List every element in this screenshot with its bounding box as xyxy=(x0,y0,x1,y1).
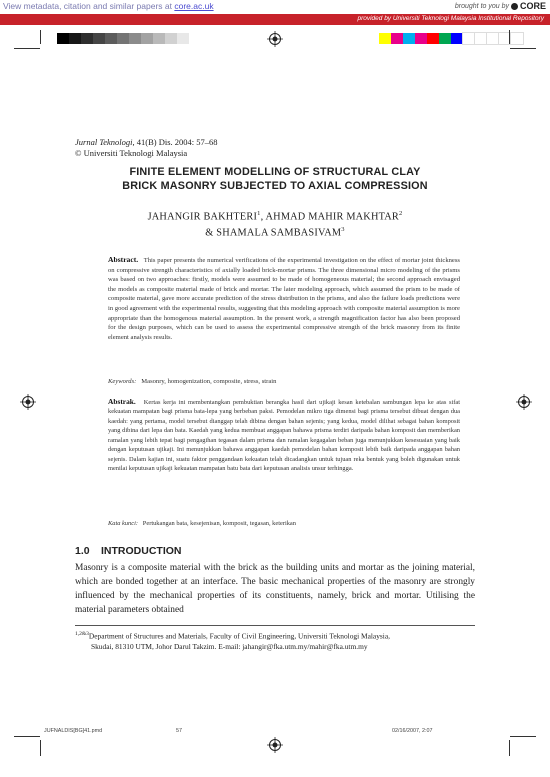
keywords xyxy=(108,377,460,386)
core-banner xyxy=(0,0,550,14)
abstrak xyxy=(108,397,460,474)
keywords-text: Masonry, homogenization, composite, stress, strain xyxy=(141,378,277,385)
calibration-swatch xyxy=(439,33,451,44)
footnote-divider xyxy=(75,625,475,626)
abstract xyxy=(108,255,460,342)
abstrak-text: Kertas kerja ini membentangkan pembuktian berangka hasil dari ujikaji kesan ketebalan sambungan lepa ke atas sifat kekuatan mampatan bagi prisma bata-lepa yang berbeban paksi. Pemodelan mikro tiga dimensi bagi prisma tersebut dibuat dengan dua kaedah: yang pertama, model tersebut dianggap telah dibina dengan bahan sejenis; yang kedua, model dilihat sebagai bahan komposit yang dibina dari lepa dan bata. Kaedah yang kedua membuat anggapan bahawa prisma terdiri daripada bahan komposit dan memberikan ramalan yang lebih tepat bagi pengagihan tegasan dalam prisma dan ramalan kegagalan beban juga menunjukkan kesesuaian yang baik dengan keputusan ujikaji. Ini menunjukkan bahawa anggapan kaedah pemodelan bahan komposit lebih baik daripada anggapan bahan sejenis. Dalam kajian ini, suatu faktor penggandaan kekuatan telah dicadangkan untuk tujuan reka bentuk yang boleh digunakan untuk menilai keputusan ujikaji kekuatan mampatan batu bata dari keputusan analisis unsur terhingga. xyxy=(108,399,460,473)
kata-kunci xyxy=(108,519,460,528)
author-2: , AHMAD MAHIR MAKHTAR xyxy=(260,211,399,223)
journal-issue: , 41(B) Dis. 2004: 57–68 xyxy=(132,137,218,147)
core-logo-icon xyxy=(511,3,518,10)
calibration-swatch xyxy=(427,33,439,44)
author-3-affiliation: 3 xyxy=(341,226,345,234)
abstract-label: Abstract. xyxy=(108,255,139,264)
registration-mark-icon xyxy=(267,737,283,753)
calibration-swatch xyxy=(57,33,69,44)
crop-mark xyxy=(509,740,510,756)
author-3: & SHAMALA SAMBASIVAM xyxy=(205,227,342,239)
calibration-swatch xyxy=(391,33,403,44)
calibration-swatch xyxy=(69,33,81,44)
crop-mark xyxy=(509,30,510,44)
kata-kunci-label: Kata kunci: xyxy=(108,520,138,527)
journal-citation xyxy=(75,137,218,159)
core-brought-text: brought to you by xyxy=(454,2,509,10)
kata-kunci-text: Pertukangan bata, kesejenisan, komposit, tegasan, keterikan xyxy=(142,520,296,527)
author-2-affiliation: 2 xyxy=(398,210,403,217)
slug-page: 57 xyxy=(176,728,182,734)
section-number: 1.0 xyxy=(75,545,90,557)
repository-banner[interactable] xyxy=(0,14,550,25)
calibration-swatch xyxy=(177,33,189,44)
footnote-line-2: Skudai, 81310 UTM, Johor Darul Takzim. E-mail: jahangir@fka.utm.my/mahir@fka.utm.my xyxy=(91,641,368,651)
repository-text: provided by Universiti Teknologi Malaysia Institutional Repository xyxy=(357,15,544,22)
color-calibration-strip xyxy=(379,33,523,44)
crop-mark xyxy=(510,48,536,49)
core-metadata-text: View metadata, citation and similar papers at xyxy=(3,1,175,11)
calibration-swatch xyxy=(379,33,391,44)
title-line-2: BRICK MASONRY SUBJECTED TO AXIAL COMPRESSION xyxy=(122,180,428,192)
calibration-swatch xyxy=(487,33,499,44)
core-brand[interactable] xyxy=(455,1,546,11)
calibration-swatch xyxy=(475,33,487,44)
calibration-swatch xyxy=(105,33,117,44)
crop-mark xyxy=(40,740,41,756)
calibration-swatch xyxy=(463,33,475,44)
registration-mark-icon xyxy=(20,394,36,410)
crop-mark xyxy=(14,48,40,49)
section-heading xyxy=(75,545,182,557)
author-1: JAHANGIR BAKHTERI xyxy=(147,211,258,223)
calibration-swatch xyxy=(81,33,93,44)
author-list xyxy=(60,207,490,240)
greyscale-calibration-strip xyxy=(57,33,189,44)
calibration-swatch xyxy=(451,33,463,44)
calibration-swatch xyxy=(141,33,153,44)
slug-filename: JUFNALDIS[BG]41.pmd xyxy=(44,728,103,734)
calibration-swatch xyxy=(511,33,523,44)
calibration-swatch xyxy=(403,33,415,44)
slug-date: 02/16/2007, 2:07 xyxy=(392,728,433,734)
calibration-swatch xyxy=(165,33,177,44)
journal-name: Jurnal Teknologi xyxy=(75,137,133,147)
registration-mark-icon xyxy=(516,394,532,410)
footnote-marker: 1,2&3 xyxy=(75,631,89,637)
calibration-swatch xyxy=(129,33,141,44)
crop-mark xyxy=(40,30,41,44)
crop-mark xyxy=(510,736,536,737)
core-logo-text: CORE xyxy=(519,1,546,11)
core-metadata-link[interactable] xyxy=(3,1,214,11)
core-link[interactable]: core.ac.uk xyxy=(174,1,214,11)
crop-mark xyxy=(14,736,40,737)
affiliation-footnote xyxy=(75,629,475,652)
author-1-affiliation: 1 xyxy=(257,210,261,217)
calibration-swatch xyxy=(415,33,427,44)
calibration-swatch xyxy=(93,33,105,44)
paper-title xyxy=(60,165,490,193)
registration-mark-icon xyxy=(267,31,283,47)
title-line-1: FINITE ELEMENT MODELLING OF STRUCTURAL CLAY xyxy=(129,166,421,178)
footnote-line-1: Department of Structures and Materials, Faculty of Civil Engineering, Universiti Teknologi Malaysia, xyxy=(88,631,390,641)
abstract-text: This paper presents the numerical verifications of the experimental investigation on the effect of mortar joint thickness on compressive strength characteristics of axially loaded brick-mortar prisms. The three dimensional micro modeling of the prisms was based on two approaches: firstly, models were assumed to be made of homogeneous material; the second approach envisaged the models as composite material made of brick and mortar. The later modeling approach, which assumed the prism to be made of composite material, gave more accurate prediction of the stress distribution in the prisms, and also the failure loads predictions were in good agreement with the experimental results, suggesting that this modeling approach with composite material assumption is more appropriate than the homogenous material assumption. In the present work, a strength magnification factor has also been proposed for the design purposes, which can be used to assess the experimental compressive strength of the brick masonry from its finite element analysis results. xyxy=(108,257,460,341)
calibration-swatch xyxy=(153,33,165,44)
abstrak-label: Abstrak. xyxy=(108,397,136,406)
journal-copyright: © Universiti Teknologi Malaysia xyxy=(75,148,188,158)
introduction-paragraph: Masonry is a composite material with the brick as the building units and mortar as the joining material, which are bonded together at an interface. The basic mechanical properties of the masonry are strongly influenced by the mechanical properties of its constituents, namely, brick and mortar. Utilising the material parameters obtained xyxy=(75,563,475,615)
section-title: INTRODUCTION xyxy=(101,545,182,557)
keywords-label: Keywords: xyxy=(108,378,137,385)
calibration-swatch xyxy=(117,33,129,44)
